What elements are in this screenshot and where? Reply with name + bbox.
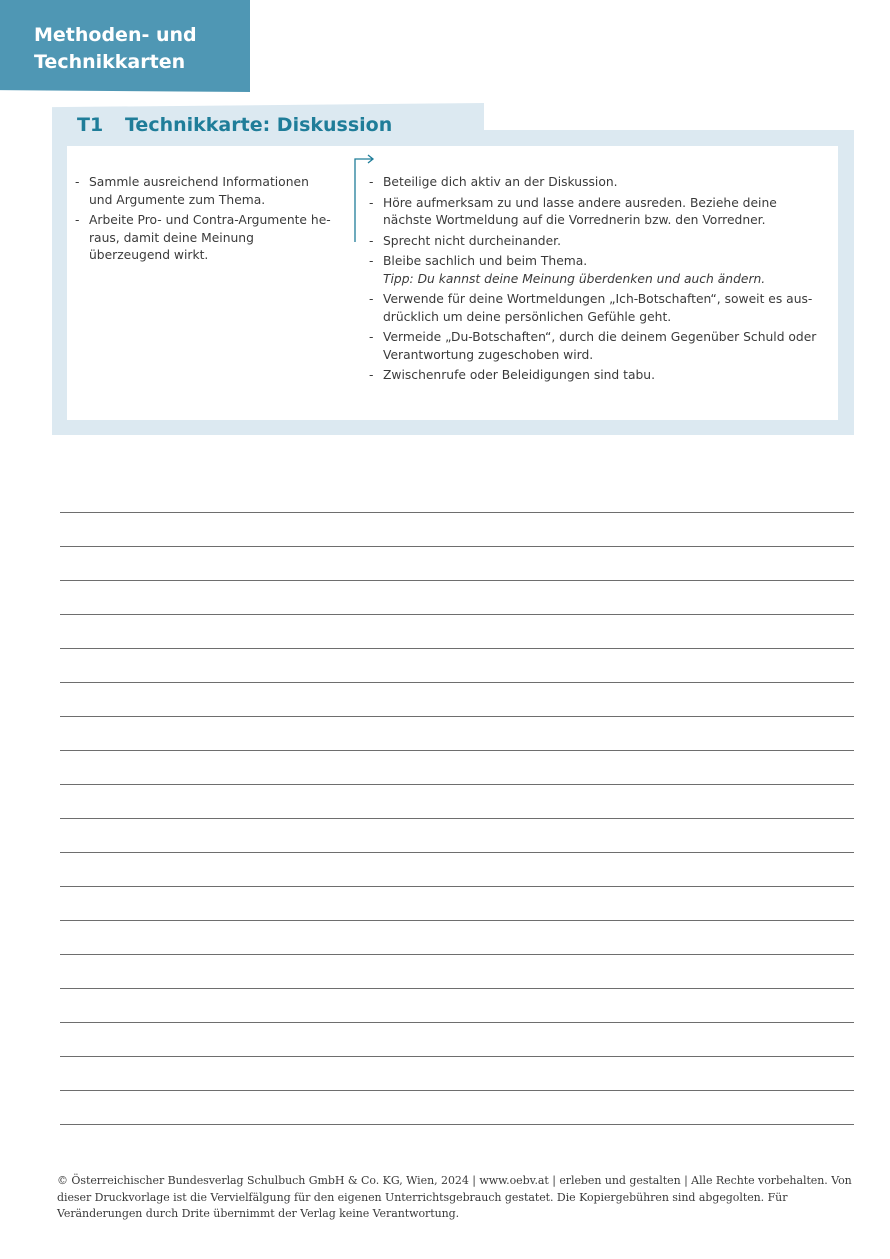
- writing-line: [60, 920, 854, 921]
- list-item: [74, 212, 336, 265]
- list-item: [74, 174, 336, 209]
- writing-line: [60, 818, 854, 819]
- card-code: T1: [77, 114, 104, 136]
- writing-line: [60, 546, 854, 547]
- writing-line: [60, 1056, 854, 1057]
- list-item: [368, 291, 820, 326]
- list-item: [368, 195, 820, 230]
- writing-line: [60, 716, 854, 717]
- preparation-list: [74, 174, 336, 268]
- list-item-text: Höre aufmerksam zu und lasse andere ausreden. Beziehe deine nächste Wortmeldung auf die Vorrednerin bzw. den Vorredner.: [383, 195, 777, 227]
- list-item-text: Vermeide „Du-Botschaften“, durch die deinem Gegenüber Schuld oder Verantwortung zugeschoben wird.: [383, 330, 817, 362]
- list-item: [368, 367, 820, 385]
- discussion-rules-list: [368, 174, 820, 388]
- writing-line: [60, 682, 854, 683]
- writing-line: [60, 648, 854, 649]
- list-item-text: Bleibe sachlich und beim Thema.: [383, 254, 588, 268]
- writing-line: [60, 614, 854, 615]
- writing-line: [60, 988, 854, 989]
- list-item-text: Verwende für deine Wortmeldungen „Ich-Botschaften“, soweit es aus-drücklich um deine persönlichen Gefühle geht.: [383, 292, 813, 324]
- section-title: [34, 22, 197, 76]
- list-item: [368, 329, 820, 364]
- list-item-text: Arbeite Pro- und Contra-Argumente he-raus, damit deine Meinung überzeugend wirkt.: [89, 213, 331, 262]
- writing-line: [60, 512, 854, 513]
- copyright-footer: © Österreichischer Bundesverlag Schulbuch GmbH & Co. KG, Wien, 2024 | www.oebv.at | erleben und gestalten | Alle Rechte vorbehalten. Von dieser Druckvorlage ist die Vervielfälgung für den eigenen Unterrichtsgebrauch gestatet. Die Kopiergebühren sind abgegolten. Für Veränderungen durch Drite übernimmt der Verlag keine Verantwortung.: [57, 1174, 852, 1220]
- writing-line: [60, 1022, 854, 1023]
- writing-line: [60, 784, 854, 785]
- list-item-text: Sammle ausreichend Informationen und Argumente zum Thema.: [89, 175, 309, 207]
- writing-line: [60, 954, 854, 955]
- writing-line: [60, 1124, 854, 1125]
- writing-line: [60, 852, 854, 853]
- section-title-line2: Technikkarten: [34, 51, 186, 73]
- list-item-text: Sprecht nicht durcheinander.: [383, 233, 561, 248]
- writing-line: [60, 886, 854, 887]
- list-item: [368, 233, 820, 251]
- list-item: [368, 174, 820, 192]
- list-item: [368, 253, 820, 288]
- section-title-line1: Methoden- und: [34, 24, 197, 46]
- writing-line: [60, 1090, 854, 1091]
- writing-line: [60, 750, 854, 751]
- list-item-text: Beteilige dich aktiv an der Diskussion.: [383, 175, 618, 189]
- writing-line: [60, 580, 854, 581]
- list-item-text: Zwischenrufe oder Beleidigungen sind tabu.: [383, 368, 656, 382]
- tip-text: Tipp: Du kannst deine Meinung überdenken und auch ändern.: [383, 271, 766, 286]
- card-title: Technikkarte: Diskussion: [125, 114, 393, 136]
